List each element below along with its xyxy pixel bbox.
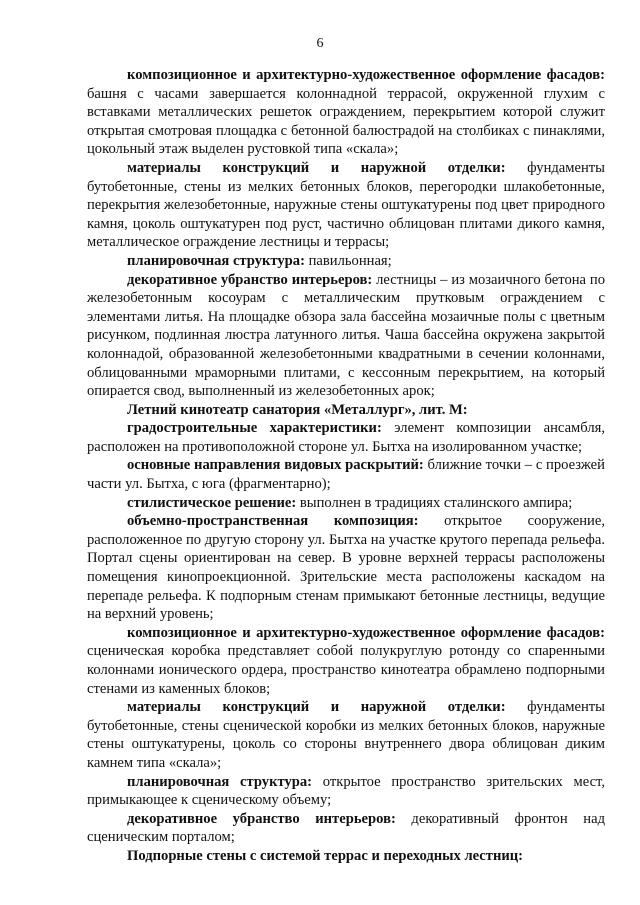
page-number: 6 bbox=[316, 36, 324, 51]
paragraph bbox=[87, 810, 605, 847]
paragraph-text: башня с часами завершается колоннадной террасой, окруженной глухим с вставками металлических решеток ограждением, перекрытием которой служит открытая смотровая площадка с бетонной балюстрадой на столбиках с пинаклями, цокольный этаж выделен рустовкой типа «скала»; bbox=[87, 85, 605, 158]
paragraph bbox=[87, 773, 605, 810]
paragraph bbox=[87, 419, 605, 456]
section-heading: Подпорные стены с системой террас и переходных лестниц: bbox=[127, 847, 524, 864]
paragraph bbox=[87, 698, 605, 772]
paragraph-label: декоративное убранство интерьеров: bbox=[127, 271, 373, 288]
document-body bbox=[87, 66, 605, 866]
paragraph-text: ближние точки – с проезжей части ул. Бытха, с юга (фрагментарно); bbox=[87, 457, 605, 493]
paragraph-label: объемно-пространственная композиция: bbox=[127, 513, 419, 530]
paragraph-text: фундаменты бутобетонные, стены из мелких бетонных блоков, перегородки шлакобетонные, перекрытия железобетонные, наружные стены оштукатурены под цвет природного камня, цоколь оштукатурен под руст, частично облицован плитами дикого камня, металлическое ограждение лестницы и террасы; bbox=[87, 159, 605, 251]
paragraph-label: планировочная структура: bbox=[127, 252, 305, 269]
paragraph-text: декоративный фронтон над сценическим порталом; bbox=[87, 810, 605, 846]
paragraph-text: элемент композиции ансамбля, расположен на противоположной стороне ул. Бытха на изолированном участке; bbox=[87, 420, 605, 455]
paragraph-text: фундаменты бутобетонные, стены сценической коробки из мелких бетонных блоков, наружные стены оштукатурены, цоколь со стороны внутреннего двора облицован диким камнем типа «скала»; bbox=[87, 699, 605, 771]
paragraph bbox=[87, 66, 605, 159]
paragraph bbox=[87, 624, 605, 698]
paragraph-label: градостроительные характеристики: bbox=[127, 420, 382, 437]
paragraph-label: стилистическое решение: bbox=[127, 494, 297, 511]
paragraph-label: композиционное и архитектурно-художественное оформление фасадов: bbox=[127, 67, 605, 83]
paragraph-text: сценическая коробка представляет собой полукруглую ротонду со спаренными колоннами ионического ордера, пространство кинотеатра обрамлено подпорными стенами из каменных блоков; bbox=[87, 643, 605, 697]
paragraph bbox=[87, 456, 605, 493]
section-heading: Летний кинотеатр санатория «Металлург», лит. М: bbox=[127, 401, 468, 418]
paragraph-label: композиционное и архитектурно-художественное оформление фасадов: bbox=[127, 624, 605, 641]
paragraph bbox=[87, 494, 605, 513]
paragraph-label: основные направления видовых раскрытий: bbox=[127, 457, 424, 474]
paragraph bbox=[87, 159, 605, 252]
paragraph-text: открытое сооружение, расположенное по другую сторону ул. Бытха на участке крутого перепада рельефа. Портал сцены ориентирован на север. В уровне верхней террасы расположены помещения кинопроекционной. Зрительские места расположены каскадом на перепаде рельефа. К подпорным стенам примыкают бетонные лестницы, ведущие на верхний уровень; bbox=[87, 513, 605, 623]
paragraph-label: планировочная структура: bbox=[127, 773, 313, 790]
paragraph-text: открытое пространство зрительских мест, примыкающее к сценическому объему; bbox=[87, 773, 605, 809]
paragraph-label: материалы конструкций и наружной отделки: bbox=[127, 699, 506, 716]
paragraph bbox=[87, 271, 605, 401]
paragraph-label: материалы конструкций и наружной отделки: bbox=[127, 159, 506, 176]
paragraph-label: декоративное убранство интерьеров: bbox=[127, 810, 396, 827]
paragraph-text: павильонная; bbox=[304, 252, 392, 269]
paragraph-text: лестницы – из мозаичного бетона по железобетонным косоурам с металлическим прутковым ограждением с элементами литья. На площадке обзора зала бассейна мозаичные полы с цветным рисунком, подлинная люстра латунного литья. Чаша бассейна окружена закрытой колоннадой, образованной железобетонными квадратными в сечении колоннами, облицованными мраморными плитами, с кессонным перекрытием, на который опирается свод, выполненный из железобетонных арок; bbox=[87, 271, 605, 400]
paragraph bbox=[87, 512, 605, 624]
paragraph bbox=[87, 252, 605, 271]
paragraph-text: выполнен в традициях сталинского ампира; bbox=[296, 494, 573, 511]
